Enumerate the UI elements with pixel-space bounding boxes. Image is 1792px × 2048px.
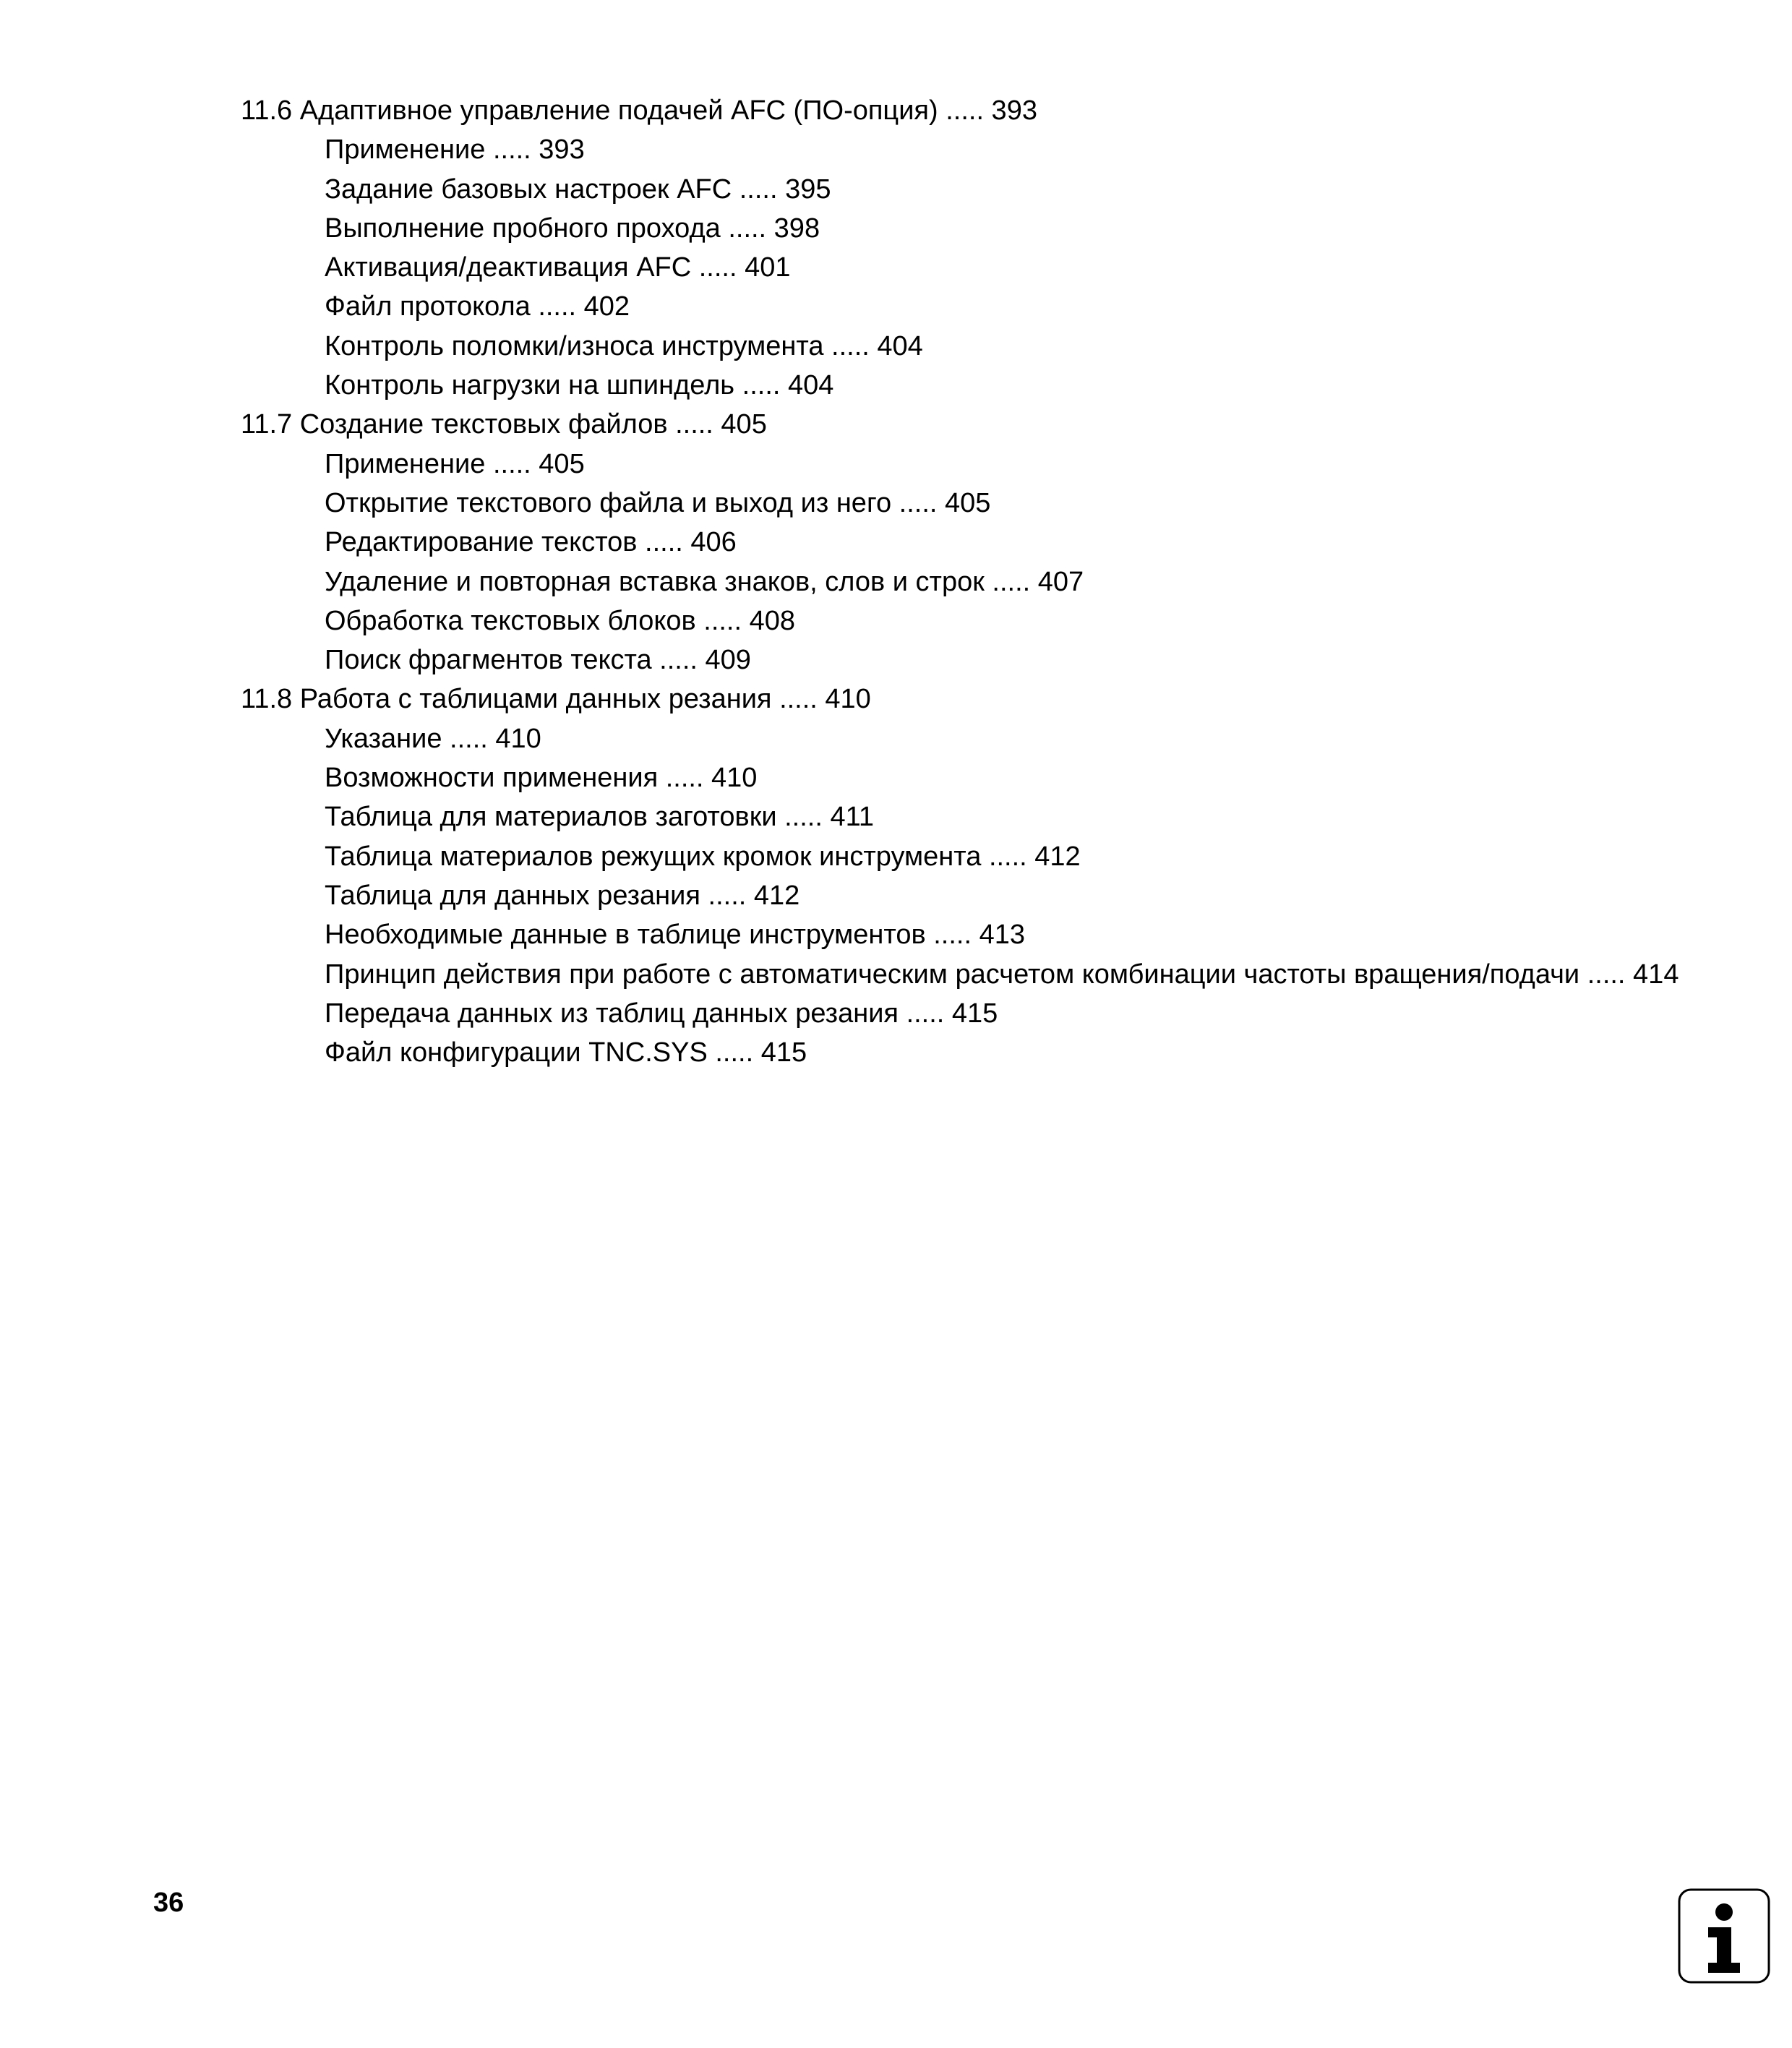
toc-entry: Активация/деактивация AFC ..... 401 <box>325 252 791 283</box>
toc-entry: Редактирование текстов ..... 406 <box>325 527 737 558</box>
toc-entry: Применение ..... 405 <box>325 448 585 479</box>
info-icon <box>1678 1888 1770 1984</box>
toc-entry: Выполнение пробного прохода ..... 398 <box>325 213 820 244</box>
toc-entry: Необходимые данные в таблице инструментов ..... 413 <box>325 920 1025 951</box>
toc-entry: Поиск фрагментов текста ..... 409 <box>325 645 751 676</box>
toc-section-11-7: 11.7 Создание текстовых файлов ..... 405 <box>241 409 767 440</box>
table-of-contents <box>241 91 1780 1072</box>
toc-entry: Удаление и повторная вставка знаков, слов и строк ..... 407 <box>325 566 1084 597</box>
toc-entry: Применение ..... 393 <box>325 134 585 166</box>
toc-entry: Контроль поломки/износа инструмента ..... 404 <box>325 330 923 361</box>
toc-entry: Передача данных из таблиц данных резания ..... 415 <box>325 998 998 1029</box>
toc-entry: Контроль нагрузки на шпиндель ..... 404 <box>325 370 834 401</box>
page-number: 36 <box>153 1888 184 1918</box>
toc-entry: Файл протокола ..... 402 <box>325 291 630 322</box>
toc-entry: Таблица материалов режущих кромок инструмента ..... 412 <box>325 841 1081 872</box>
toc-entry: Задание базовых настроек AFC ..... 395 <box>325 173 831 205</box>
toc-section-11-6: 11.6 Адаптивное управление подачей AFC (ПО-опция) ..... 393 <box>241 95 1037 126</box>
toc-entry: Открытие текстового файла и выход из него ..... 405 <box>325 487 991 518</box>
toc-entry: Принцип действия при работе с автоматическим расчетом комбинации частоты вращения/подачи ..... 414 <box>325 959 1679 990</box>
toc-entry: Возможности применения ..... 410 <box>325 763 758 794</box>
toc-entry: Таблица для материалов заготовки ..... 411 <box>325 802 875 833</box>
toc-section-11-8: 11.8 Работа с таблицами данных резания ..... 410 <box>241 684 871 715</box>
toc-entry: Обработка текстовых блоков ..... 408 <box>325 605 796 636</box>
toc-entry: Таблица для данных резания ..... 412 <box>325 880 800 911</box>
toc-entry: Файл конфигурации TNC.SYS ..... 415 <box>325 1037 807 1068</box>
toc-entry: Указание ..... 410 <box>325 723 541 754</box>
